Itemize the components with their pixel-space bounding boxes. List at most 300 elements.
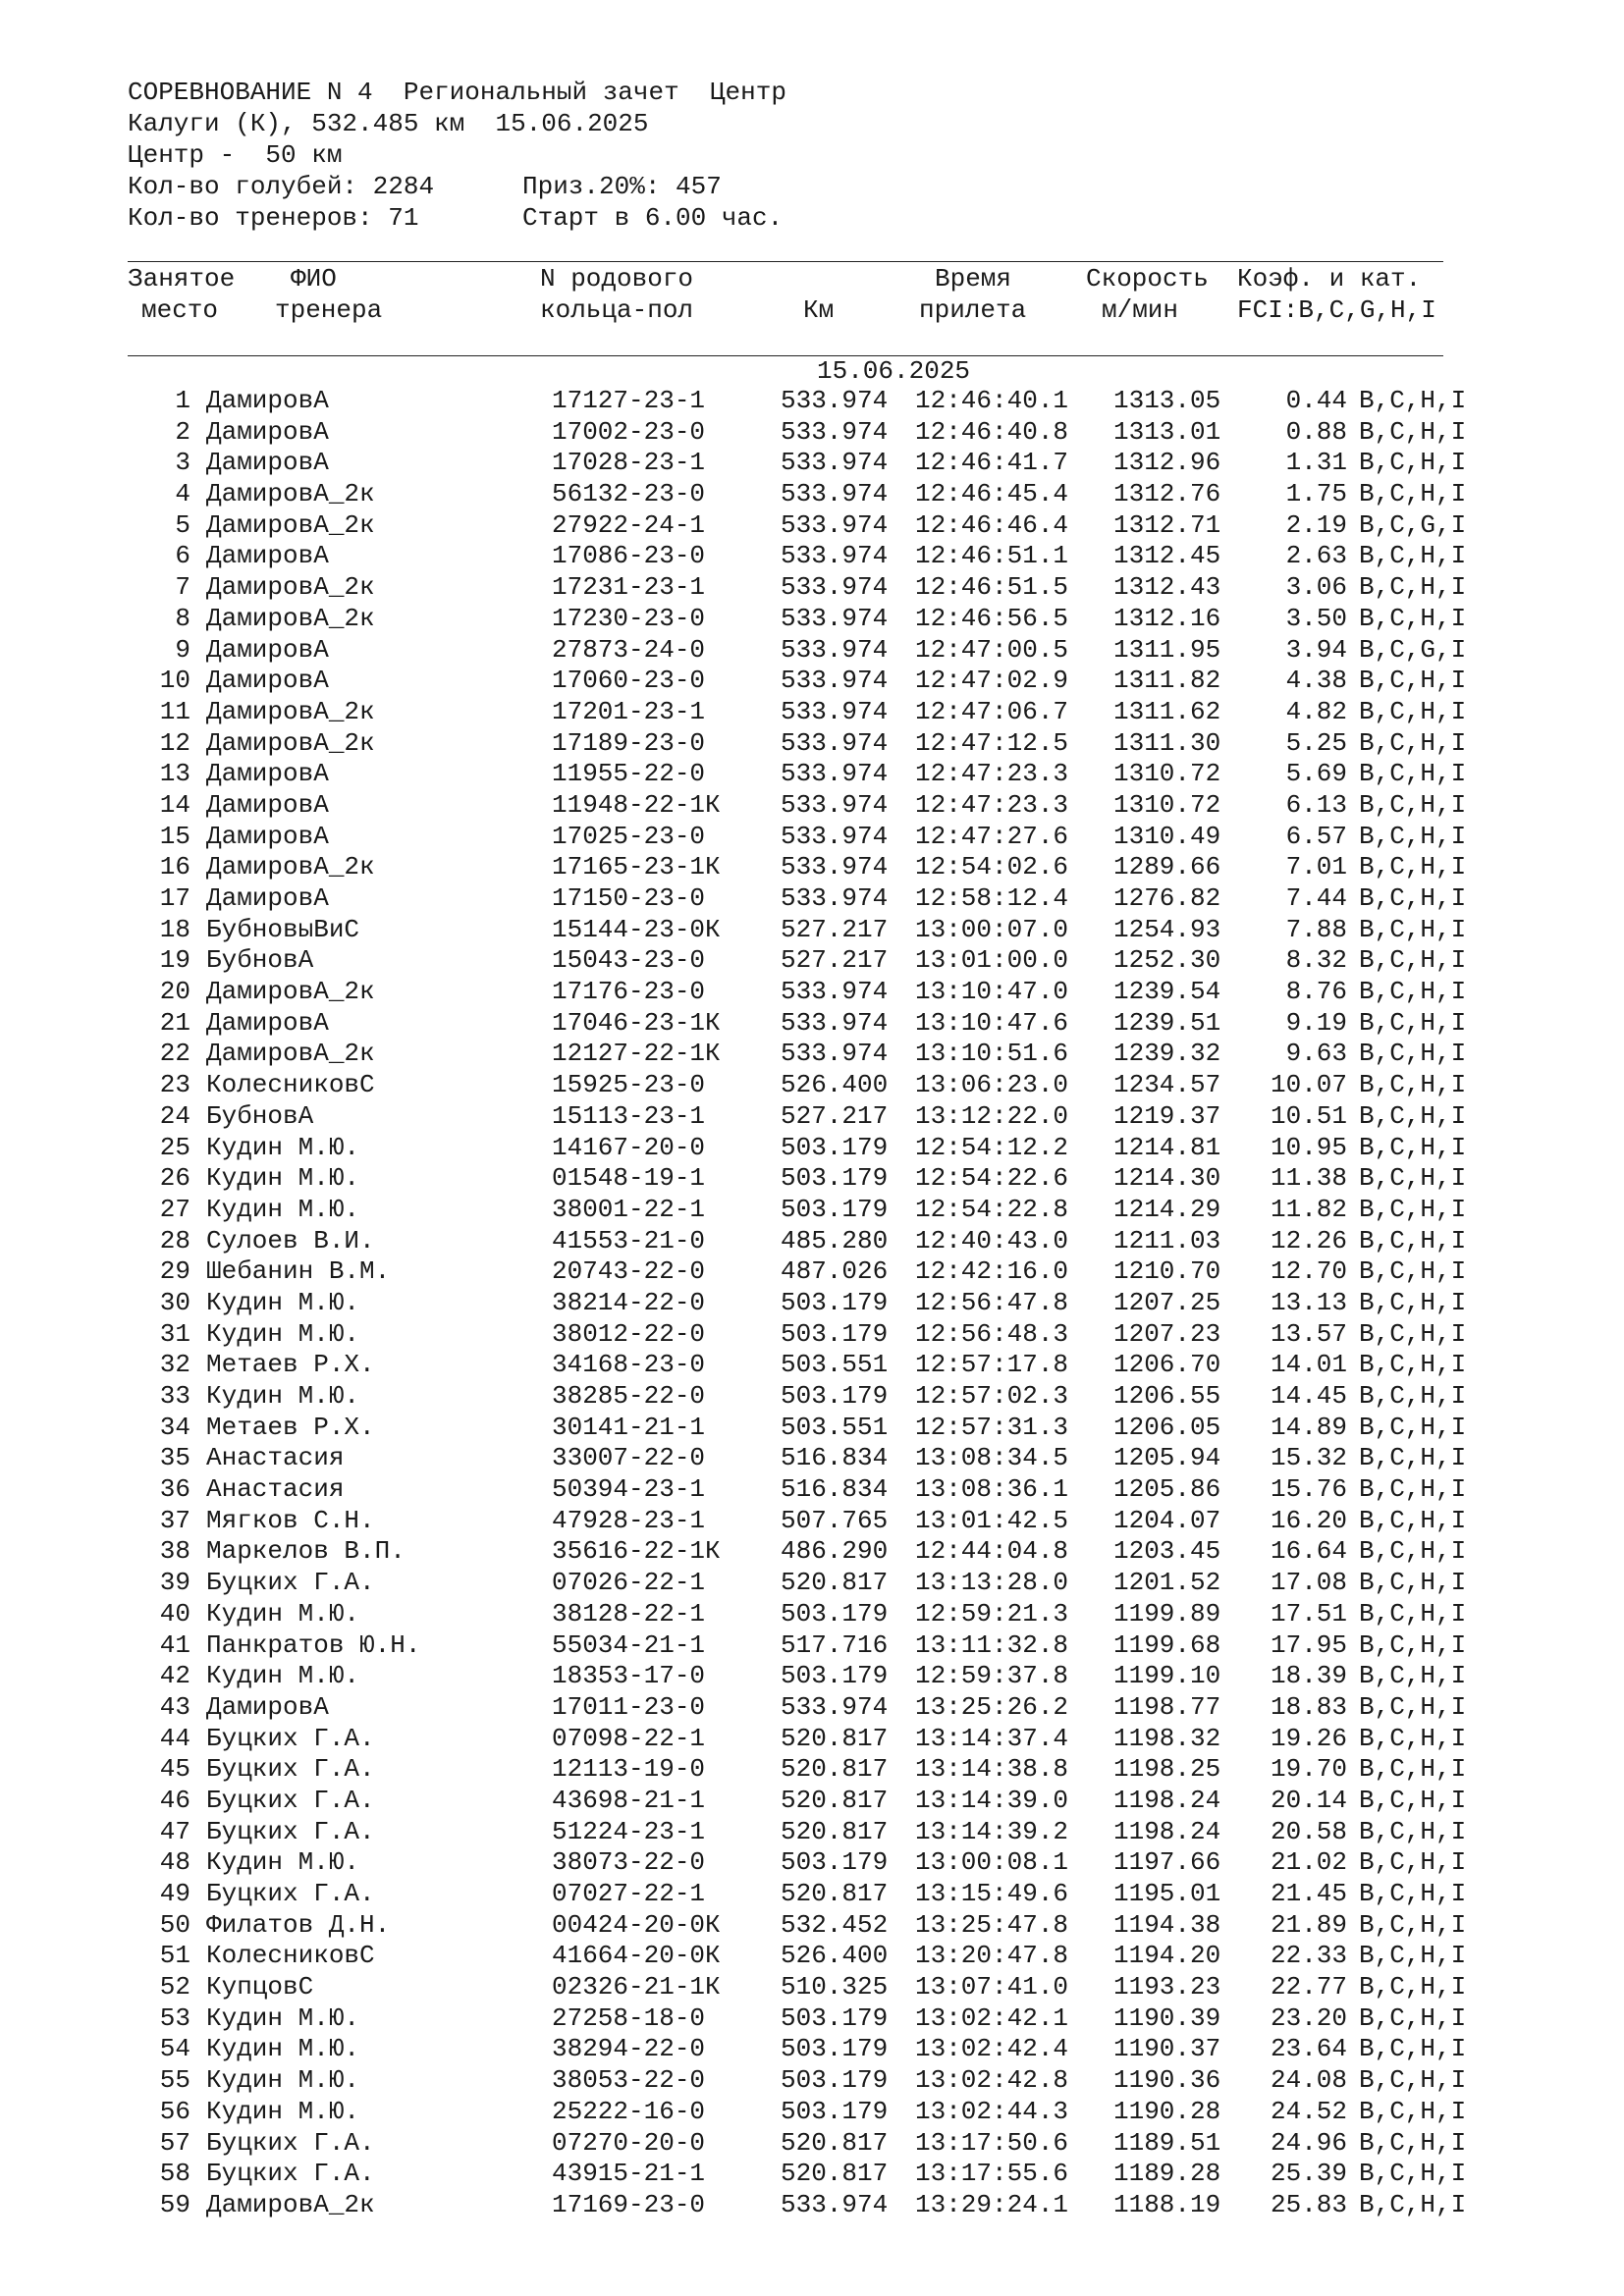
cell-cat: B,C,H,I	[1359, 1194, 1467, 1224]
cell-ring: 20743-22-0	[552, 1256, 706, 1287]
cell-speed: 1311.95	[1113, 634, 1221, 665]
table-row	[0, 1163, 1624, 1195]
cell-name: Буцких Г.А.	[206, 2127, 375, 2158]
cell-speed: 1206.05	[1113, 1412, 1221, 1442]
cell-km: 486.290	[781, 1536, 889, 1567]
cell-time: 13:02:42.1	[915, 2002, 1069, 2033]
cell-ring: 11948-22-1К	[552, 789, 721, 820]
cell-coef: 17.08	[1270, 1568, 1347, 1598]
cell-speed: 1199.68	[1113, 1629, 1221, 1660]
cell-coef: 18.39	[1270, 1661, 1347, 1691]
table-row	[0, 1413, 1624, 1444]
cell-cat: B,C,H,I	[1359, 914, 1467, 944]
cell-ring: 56132-23-0	[552, 479, 706, 509]
cell-km: 503.179	[781, 1163, 889, 1194]
cell-coef: 13.13	[1270, 1287, 1347, 1317]
cell-time: 13:15:49.6	[915, 1879, 1069, 1908]
cell-coef: 11.82	[1270, 1194, 1347, 1224]
cell-place: 13	[159, 759, 190, 789]
results-date: 15.06.2025	[817, 356, 971, 386]
cell-place: 7	[175, 572, 190, 603]
cell-name: БубновА	[206, 945, 314, 976]
cell-coef: 10.95	[1270, 1132, 1347, 1162]
cell-km: 503.179	[781, 2065, 889, 2096]
cell-place: 32	[159, 1350, 190, 1380]
cell-time: 13:12:22.0	[915, 1100, 1069, 1131]
cell-speed: 1312.16	[1113, 603, 1221, 633]
cell-name: Анастасия	[206, 1474, 345, 1505]
cell-name: Кудин М.Ю.	[206, 2002, 360, 2033]
cell-place: 44	[159, 1723, 190, 1753]
cell-cat: B,C,H,I	[1359, 1474, 1467, 1505]
cell-km: 503.179	[781, 2034, 889, 2064]
cell-km: 532.452	[781, 1909, 889, 1940]
cell-speed: 1234.57	[1113, 1070, 1221, 1100]
cell-speed: 1310.72	[1113, 759, 1221, 789]
cell-cat: B,C,H,I	[1359, 1132, 1467, 1162]
cell-cat: B,C,G,I	[1359, 509, 1467, 540]
cell-cat: B,C,H,I	[1359, 1225, 1467, 1255]
cell-place: 16	[159, 852, 190, 882]
cell-time: 12:47:12.5	[915, 727, 1069, 758]
cell-ring: 17165-23-1К	[552, 852, 721, 882]
cell-place: 4	[175, 479, 190, 509]
cell-place: 22	[159, 1039, 190, 1069]
cell-coef: 17.51	[1270, 1598, 1347, 1629]
cell-place: 42	[159, 1661, 190, 1691]
cell-time: 12:46:45.4	[915, 479, 1069, 509]
cell-time: 12:46:40.1	[915, 386, 1069, 415]
cell-km: 503.179	[781, 1847, 889, 1878]
cell-speed: 1254.93	[1113, 914, 1221, 944]
table-row	[0, 1817, 1624, 1848]
table-row	[0, 1319, 1624, 1351]
cell-speed: 1214.29	[1113, 1194, 1221, 1224]
cell-place: 21	[159, 1007, 190, 1038]
cell-speed: 1214.81	[1113, 1132, 1221, 1162]
cell-coef: 1.31	[1285, 448, 1347, 478]
cell-coef: 14.89	[1270, 1412, 1347, 1442]
cell-ring: 07027-22-1	[552, 1879, 706, 1908]
cell-coef: 19.26	[1270, 1723, 1347, 1753]
cell-place: 57	[159, 2127, 190, 2158]
cell-place: 15	[159, 821, 190, 851]
cell-km: 520.817	[781, 1816, 889, 1846]
cell-name: ДамировА_2к	[206, 603, 375, 633]
cell-km: 520.817	[781, 1568, 889, 1598]
cell-time: 13:02:44.3	[915, 2096, 1069, 2126]
cell-speed: 1311.62	[1113, 696, 1221, 726]
cell-speed: 1189.51	[1113, 2127, 1221, 2158]
cell-name: ДамировА_2к	[206, 727, 375, 758]
cell-place: 51	[159, 1941, 190, 1971]
table-row	[0, 1568, 1624, 1599]
cell-time: 12:59:37.8	[915, 1661, 1069, 1691]
cell-ring: 11955-22-0	[552, 759, 706, 789]
cell-time: 12:56:47.8	[915, 1287, 1069, 1317]
column-header-coef-1: Коэф. и кат.	[1237, 264, 1422, 294]
column-header-time-1: Время	[935, 264, 1012, 294]
cell-time: 12:57:31.3	[915, 1412, 1069, 1442]
cell-ring: 17011-23-0	[552, 1691, 706, 1722]
cell-speed: 1276.82	[1113, 883, 1221, 913]
cell-cat: B,C,H,I	[1359, 448, 1467, 478]
table-row	[0, 666, 1624, 697]
cell-cat: B,C,H,I	[1359, 1941, 1467, 1971]
cell-coef: 3.94	[1285, 634, 1347, 665]
table-row	[0, 635, 1624, 667]
cell-speed: 1198.24	[1113, 1785, 1221, 1815]
cell-time: 13:10:51.6	[915, 1039, 1069, 1069]
cell-coef: 10.07	[1270, 1070, 1347, 1100]
cell-place: 34	[159, 1412, 190, 1442]
cell-ring: 27873-24-0	[552, 634, 706, 665]
table-row	[0, 448, 1624, 479]
cell-time: 13:17:50.6	[915, 2127, 1069, 2158]
cell-place: 24	[159, 1100, 190, 1131]
cell-coef: 21.45	[1270, 1879, 1347, 1908]
cell-name: Кудин М.Ю.	[206, 1318, 360, 1349]
cell-name: Метаев Р.Х.	[206, 1412, 375, 1442]
cell-km: 533.974	[781, 1007, 889, 1038]
cell-cat: B,C,H,I	[1359, 1536, 1467, 1567]
cell-km: 520.817	[781, 1723, 889, 1753]
cell-speed: 1195.01	[1113, 1879, 1221, 1908]
cell-coef: 14.45	[1270, 1381, 1347, 1411]
table-row	[0, 1879, 1624, 1910]
cell-place: 53	[159, 2002, 190, 2033]
cell-time: 12:54:22.6	[915, 1163, 1069, 1194]
cell-cat: B,C,H,I	[1359, 2065, 1467, 2096]
cell-place: 23	[159, 1070, 190, 1100]
cell-coef: 25.39	[1270, 2159, 1347, 2189]
cell-coef: 18.83	[1270, 1691, 1347, 1722]
cell-coef: 15.76	[1270, 1474, 1347, 1505]
cell-name: Кудин М.Ю.	[206, 1132, 360, 1162]
cell-cat: B,C,H,I	[1359, 2127, 1467, 2158]
cell-km: 533.974	[781, 572, 889, 603]
cell-time: 12:46:41.7	[915, 448, 1069, 478]
prize-count: Приз.20%: 457	[522, 172, 722, 201]
trainers-count: Кол-во тренеров: 71	[128, 203, 419, 233]
cell-cat: B,C,H,I	[1359, 416, 1467, 447]
cell-ring: 15925-23-0	[552, 1070, 706, 1100]
cell-cat: B,C,H,I	[1359, 1318, 1467, 1349]
cell-name: ДамировА	[206, 1691, 329, 1722]
cell-place: 46	[159, 1785, 190, 1815]
cell-speed: 1198.24	[1113, 1816, 1221, 1846]
table-row	[0, 1786, 1624, 1817]
cell-time: 12:47:02.9	[915, 666, 1069, 696]
cell-speed: 1199.10	[1113, 1661, 1221, 1691]
cell-speed: 1198.32	[1113, 1723, 1221, 1753]
cell-coef: 2.63	[1285, 541, 1347, 571]
cell-time: 13:10:47.0	[915, 977, 1069, 1007]
cell-place: 58	[159, 2159, 190, 2189]
cell-name: Кудин М.Ю.	[206, 1381, 360, 1411]
cell-speed: 1239.32	[1113, 1039, 1221, 1069]
cell-place: 39	[159, 1568, 190, 1598]
cell-cat: B,C,H,I	[1359, 1039, 1467, 1069]
cell-coef: 20.14	[1270, 1785, 1347, 1815]
cell-coef: 3.50	[1285, 603, 1347, 633]
cell-speed: 1289.66	[1113, 852, 1221, 882]
cell-ring: 35616-22-1К	[552, 1536, 721, 1567]
cell-speed: 1194.20	[1113, 1941, 1221, 1971]
cell-cat: B,C,H,I	[1359, 821, 1467, 851]
cell-name: ДамировА_2к	[206, 479, 375, 509]
cell-coef: 7.01	[1285, 852, 1347, 882]
table-row	[0, 2065, 1624, 2097]
cell-time: 12:47:23.3	[915, 759, 1069, 789]
cell-cat: B,C,H,I	[1359, 1816, 1467, 1846]
cell-cat: B,C,H,I	[1359, 1287, 1467, 1317]
cell-km: 533.974	[781, 883, 889, 913]
cell-place: 50	[159, 1909, 190, 1940]
cell-name: ДамировА	[206, 386, 329, 415]
table-row	[0, 915, 1624, 946]
cell-ring: 17127-23-1	[552, 386, 706, 415]
cell-speed: 1206.70	[1113, 1350, 1221, 1380]
cell-speed: 1205.86	[1113, 1474, 1221, 1505]
table-row	[0, 1070, 1624, 1101]
cell-speed: 1199.89	[1113, 1598, 1221, 1629]
cell-name: КолесниковС	[206, 1070, 375, 1100]
cell-name: Буцких Г.А.	[206, 1568, 375, 1598]
cell-ring: 17176-23-0	[552, 977, 706, 1007]
column-header-ring-1: N родового	[540, 264, 694, 294]
competition-type: Региональный зачет	[403, 78, 679, 107]
cell-ring: 17028-23-1	[552, 448, 706, 478]
cell-time: 13:07:41.0	[915, 1972, 1069, 2002]
cell-ring: 30141-21-1	[552, 1412, 706, 1442]
cell-name: Кудин М.Ю.	[206, 2096, 360, 2126]
cell-cat: B,C,H,I	[1359, 1909, 1467, 1940]
cell-time: 12:46:51.5	[915, 572, 1069, 603]
table-row	[0, 1724, 1624, 1755]
cell-km: 503.179	[781, 1287, 889, 1317]
release-point-line: Калуги (К), 532.485 км 15.06.2025	[128, 109, 649, 138]
cell-ring: 38053-22-0	[552, 2065, 706, 2096]
cell-km: 533.974	[781, 1039, 889, 1069]
cell-cat: B,C,H,I	[1359, 479, 1467, 509]
table-row	[0, 2034, 1624, 2065]
cell-km: 526.400	[781, 1941, 889, 1971]
cell-ring: 50394-23-1	[552, 1474, 706, 1505]
table-row	[0, 1226, 1624, 1257]
cell-name: Сулоев В.И.	[206, 1225, 375, 1255]
table-row	[0, 604, 1624, 635]
cell-km: 520.817	[781, 2127, 889, 2158]
cell-time: 12:46:51.1	[915, 541, 1069, 571]
cell-place: 20	[159, 977, 190, 1007]
cell-speed: 1310.49	[1113, 821, 1221, 851]
cell-km: 527.217	[781, 1100, 889, 1131]
cell-km: 533.974	[781, 386, 889, 415]
cell-ring: 55034-21-1	[552, 1629, 706, 1660]
cell-time: 13:01:42.5	[915, 1505, 1069, 1535]
cell-time: 12:46:46.4	[915, 509, 1069, 540]
cell-place: 25	[159, 1132, 190, 1162]
table-row	[0, 1536, 1624, 1568]
table-row	[0, 1443, 1624, 1474]
cell-coef: 24.08	[1270, 2065, 1347, 2096]
cell-speed: 1197.66	[1113, 1847, 1221, 1878]
table-row	[0, 1754, 1624, 1786]
cell-cat: B,C,H,I	[1359, 1256, 1467, 1287]
cell-name: ДамировА	[206, 541, 329, 571]
cell-name: Маркелов В.П.	[206, 1536, 406, 1567]
cell-time: 12:47:27.6	[915, 821, 1069, 851]
cell-ring: 17060-23-0	[552, 666, 706, 696]
cell-km: 533.974	[781, 821, 889, 851]
table-row	[0, 1506, 1624, 1537]
cell-coef: 3.06	[1285, 572, 1347, 603]
cell-km: 520.817	[781, 1754, 889, 1785]
cell-name: БубновА	[206, 1100, 314, 1131]
cell-place: 5	[175, 509, 190, 540]
cell-km: 503.179	[781, 2096, 889, 2126]
cell-km: 520.817	[781, 2159, 889, 2189]
column-header-km: Км	[803, 295, 835, 325]
table-row	[0, 1288, 1624, 1319]
cell-cat: B,C,H,I	[1359, 1163, 1467, 1194]
cell-name: Кудин М.Ю.	[206, 2034, 360, 2064]
table-row	[0, 728, 1624, 760]
table-row	[0, 386, 1624, 417]
cell-cat: B,C,H,I	[1359, 603, 1467, 633]
cell-cat: B,C,H,I	[1359, 1629, 1467, 1660]
table-row	[0, 1256, 1624, 1288]
cell-name: КупцовС	[206, 1972, 314, 2002]
cell-time: 12:57:17.8	[915, 1350, 1069, 1380]
cell-cat: B,C,H,I	[1359, 883, 1467, 913]
cell-ring: 07270-20-0	[552, 2127, 706, 2158]
table-row	[0, 1630, 1624, 1662]
cell-km: 533.974	[781, 759, 889, 789]
cell-speed: 1210.70	[1113, 1256, 1221, 1287]
cell-ring: 38073-22-0	[552, 1847, 706, 1878]
cell-coef: 22.77	[1270, 1972, 1347, 2002]
cell-coef: 22.33	[1270, 1941, 1347, 1971]
cell-km: 503.179	[781, 1598, 889, 1629]
cell-km: 510.325	[781, 1972, 889, 2002]
cell-km: 507.765	[781, 1505, 889, 1535]
cell-time: 13:00:07.0	[915, 914, 1069, 944]
cell-coef: 16.20	[1270, 1505, 1347, 1535]
column-header-speed-1: Скорость	[1086, 264, 1209, 294]
cell-name: ДамировА_2к	[206, 2189, 375, 2219]
cell-speed: 1203.45	[1113, 1536, 1221, 1567]
cell-speed: 1190.36	[1113, 2065, 1221, 2096]
cell-speed: 1207.25	[1113, 1287, 1221, 1317]
cell-km: 533.974	[781, 448, 889, 478]
cell-ring: 17230-23-0	[552, 603, 706, 633]
cell-coef: 21.02	[1270, 1847, 1347, 1878]
cell-time: 13:01:00.0	[915, 945, 1069, 976]
cell-cat: B,C,H,I	[1359, 1412, 1467, 1442]
table-row	[0, 1008, 1624, 1040]
table-row	[0, 852, 1624, 883]
cell-name: Мягков С.Н.	[206, 1505, 375, 1535]
cell-speed: 1312.76	[1113, 479, 1221, 509]
cell-km: 533.974	[781, 1691, 889, 1722]
cell-km: 503.179	[781, 1318, 889, 1349]
cell-coef: 1.75	[1285, 479, 1347, 509]
cell-cat: B,C,H,I	[1359, 1381, 1467, 1411]
cell-coef: 19.70	[1270, 1754, 1347, 1785]
cell-name: Шебанин В.М.	[206, 1256, 391, 1287]
cell-ring: 15043-23-0	[552, 945, 706, 976]
cell-name: ДамировА_2к	[206, 1039, 375, 1069]
cell-ring: 07098-22-1	[552, 1723, 706, 1753]
cell-cat: B,C,H,I	[1359, 541, 1467, 571]
table-row	[0, 1381, 1624, 1413]
cell-ring: 38285-22-0	[552, 1381, 706, 1411]
cell-km: 520.817	[781, 1785, 889, 1815]
cell-ring: 47928-23-1	[552, 1505, 706, 1535]
cell-coef: 8.76	[1285, 977, 1347, 1007]
cell-name: ДамировА	[206, 789, 329, 820]
cell-ring: 14167-20-0	[552, 1132, 706, 1162]
cell-time: 12:54:12.2	[915, 1132, 1069, 1162]
cell-km: 516.834	[781, 1474, 889, 1505]
cell-km: 533.974	[781, 977, 889, 1007]
cell-name: Кудин М.Ю.	[206, 1194, 360, 1224]
cell-cat: B,C,H,I	[1359, 1070, 1467, 1100]
cell-ring: 17169-23-0	[552, 2189, 706, 2219]
cell-cat: B,C,H,I	[1359, 666, 1467, 696]
cell-name: ДамировА_2к	[206, 696, 375, 726]
cell-ring: 02326-21-1К	[552, 1972, 721, 2002]
cell-ring: 38294-22-0	[552, 2034, 706, 2064]
cell-ring: 38012-22-0	[552, 1318, 706, 1349]
cell-speed: 1310.72	[1113, 789, 1221, 820]
cell-name: Кудин М.Ю.	[206, 2065, 360, 2096]
cell-km: 533.974	[781, 727, 889, 758]
cell-name: ДамировА_2к	[206, 977, 375, 1007]
cell-place: 30	[159, 1287, 190, 1317]
results-table	[0, 386, 1624, 2221]
cell-place: 48	[159, 1847, 190, 1878]
cell-cat: B,C,H,I	[1359, 1691, 1467, 1722]
table-row	[0, 417, 1624, 449]
cell-speed: 1239.51	[1113, 1007, 1221, 1038]
cell-cat: B,C,H,I	[1359, 2002, 1467, 2033]
cell-time: 12:54:02.6	[915, 852, 1069, 882]
cell-place: 47	[159, 1816, 190, 1846]
cell-cat: B,C,H,I	[1359, 1350, 1467, 1380]
cell-place: 37	[159, 1505, 190, 1535]
cell-km: 520.817	[781, 1879, 889, 1908]
cell-km: 503.179	[781, 1381, 889, 1411]
cell-speed: 1313.05	[1113, 386, 1221, 415]
cell-speed: 1207.23	[1113, 1318, 1221, 1349]
cell-name: Буцких Г.А.	[206, 1879, 375, 1908]
cell-cat: B,C,H,I	[1359, 759, 1467, 789]
cell-time: 12:59:21.3	[915, 1598, 1069, 1629]
cell-time: 13:14:38.8	[915, 1754, 1069, 1785]
cell-speed: 1198.25	[1113, 1754, 1221, 1785]
cell-speed: 1188.19	[1113, 2189, 1221, 2219]
table-row	[0, 759, 1624, 790]
table-row	[0, 697, 1624, 728]
cell-cat: B,C,H,I	[1359, 1443, 1467, 1473]
cell-speed: 1189.28	[1113, 2159, 1221, 2189]
cell-name: Кудин М.Ю.	[206, 1598, 360, 1629]
cell-place: 14	[159, 789, 190, 820]
cell-ring: 51224-23-1	[552, 1816, 706, 1846]
